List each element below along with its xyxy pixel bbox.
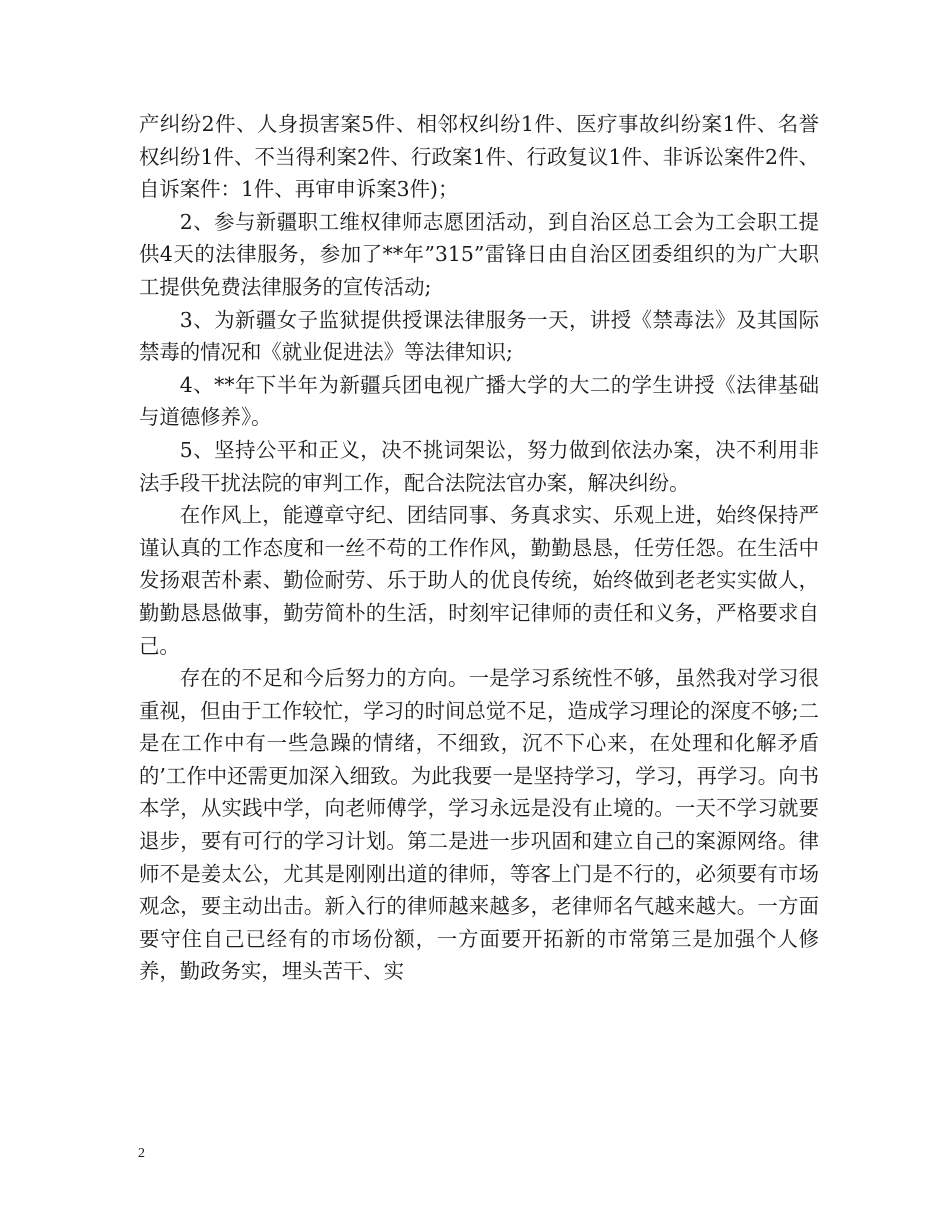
paragraph-item-4-university-lecture: 4、**年下半年为新疆兵团电视广播大学的大二的学生讲授《法律基础与道德修养》。 — [139, 372, 819, 430]
paragraph-item-2-volunteer: 2、参与新疆职工维权律师志愿团活动，到自治区总工会为工会职工提供4天的法律服务，参加了**年”315”雷锋日由自治区团委组织的为广大职工提供免费法律服务的宣传活动; — [139, 209, 819, 299]
paragraph-case-list-continuation: 产纠纷2件、人身损害案5件、相邻权纠纷1件、医疗事故纠纷案1件、名誉权纠纷1件、不当得利案2件、行政案1件、行政复议1件、非诉讼案件2件、自诉案件：1件、再审申诉案3件)； — [139, 112, 819, 202]
page-number: 2 — [138, 1146, 145, 1161]
paragraph-work-style: 在作风上，能遵章守纪、团结同事、务真求实、乐观上进，始终保持严谨认真的工作态度和一丝不苟的工作作风，勤勤恳恳，任劳任怨。在生活中发扬艰苦朴素、勤俭耐劳、乐于助人的优良传统，始终做到老老实实做人，勤勤恳恳做事，勤劳简朴的生活，时刻牢记律师的责任和义务，严格要求自己。 — [139, 503, 819, 658]
paragraph-item-5-fairness: 5、坚持公平和正义，决不挑词架讼，努力做到依法办案，决不利用非法手段干扰法院的审判工作，配合法院法官办案，解决纠纷。 — [139, 437, 819, 495]
document-body — [139, 108, 819, 988]
paragraph-shortcomings: 存在的不足和今后努力的方向。一是学习系统性不够，虽然我对学习很重视，但由于工作较忙，学习的时间总觉不足，造成学习理论的深度不够;二是在工作中有一些急躁的情绪，不细致，沉不下心来，在处理和化解矛盾的’工作中还需更加深入细致。为此我要一是坚持学习，学习，再学习。向书本学，从实践中学，向老师傅学，学习永远是没有止境的。一天不学习就要退步，要有可行的学习计划。第二是进一步巩固和建立自己的案源网络。律师不是姜太公，尤其是刚刚出道的律师，等客上门是不行的，必须要有市场观念，要主动出击。新入行的律师越来越多，老律师名气越来越大。一方面要守住自己已经有的市场份额，一方面要开拓新的市常第三是加强个人修养，勤政务实，埋头苦干、实 — [139, 666, 819, 984]
paragraph-item-3-prison-lecture: 3、为新疆女子监狱提供授课法律服务一天，讲授《禁毒法》及其国际禁毒的情况和《就业促进法》等法律知识; — [139, 307, 819, 365]
